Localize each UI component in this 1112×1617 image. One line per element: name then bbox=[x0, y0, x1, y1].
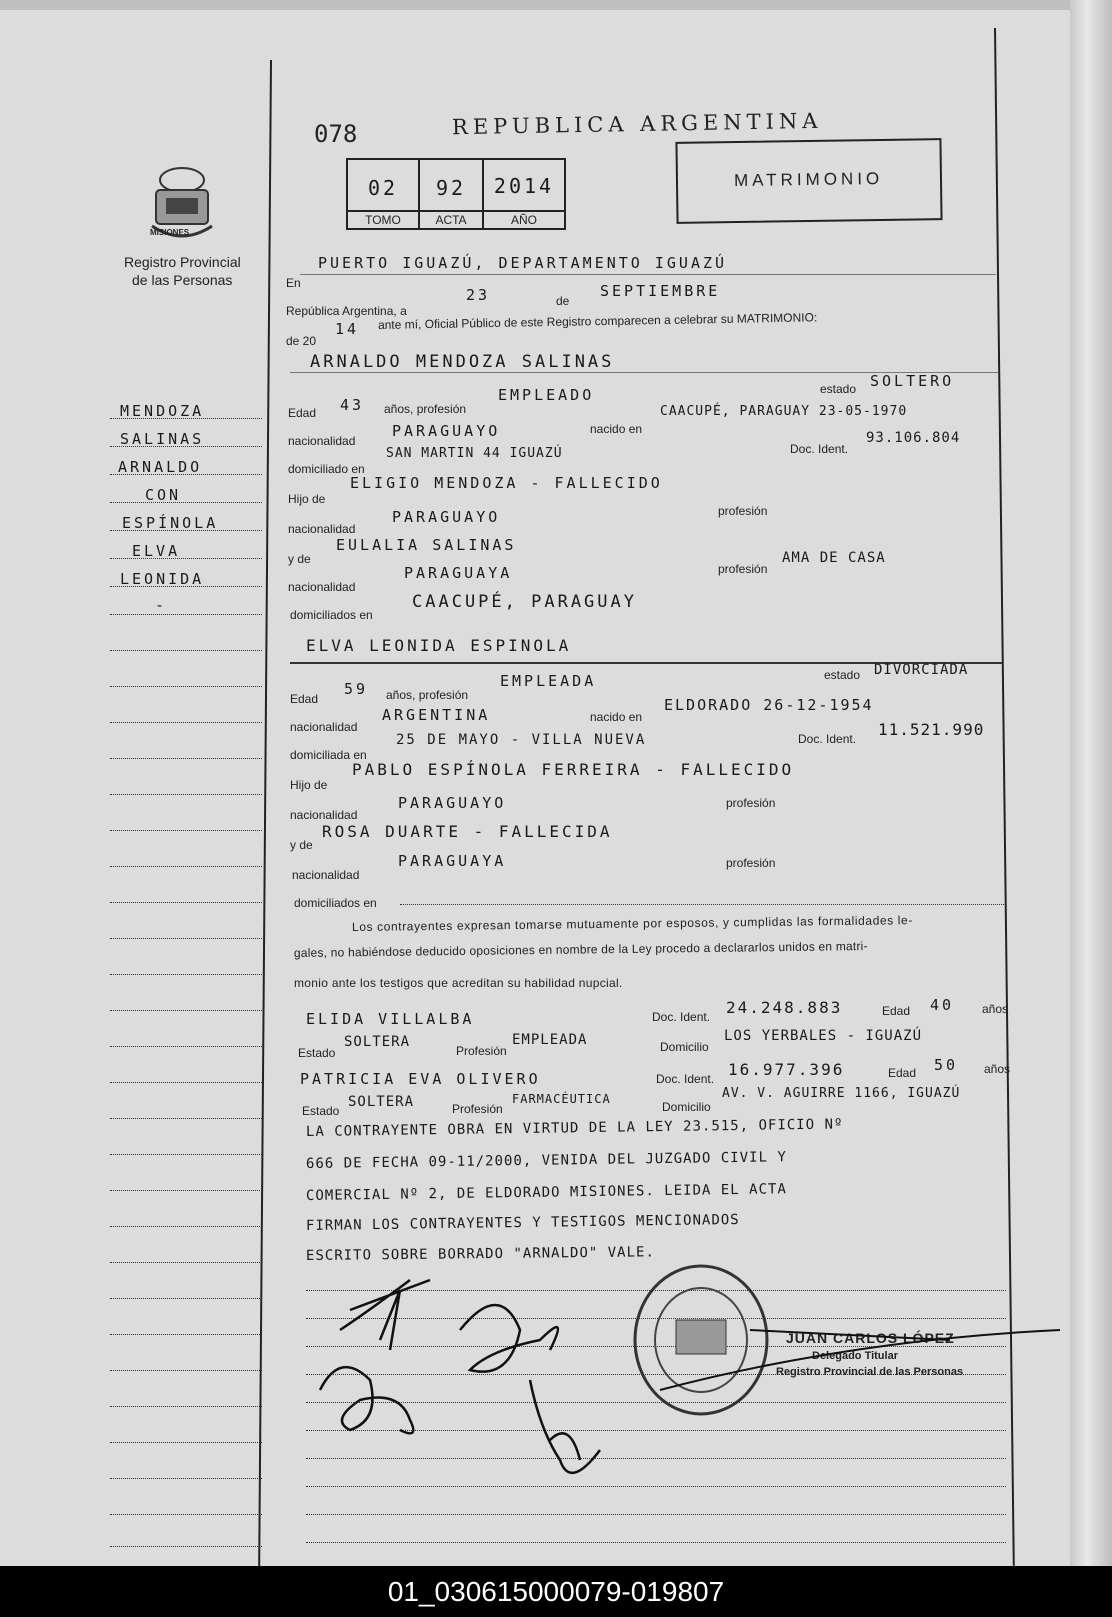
office-line2: de las Personas bbox=[132, 272, 233, 288]
groom-nac-label: nacionalidad bbox=[288, 434, 356, 448]
margin-note: ESPÍNOLA bbox=[122, 514, 219, 532]
margin-note: ELVA bbox=[132, 542, 181, 560]
bride-edad-label: Edad bbox=[290, 692, 319, 706]
bride-parents-dom-label: domiciliados en bbox=[294, 896, 377, 910]
note-line: FIRMAN LOS CONTRAYENTES Y TESTIGOS MENCIONADOS bbox=[305, 1211, 740, 1234]
office-line1: Registro Provincial bbox=[124, 254, 241, 270]
bride-father-nationality: PARAGUAYO bbox=[398, 794, 507, 812]
witness1-age: 40 bbox=[930, 996, 955, 1014]
witness2-doc: 16.977.396 bbox=[728, 1060, 845, 1079]
bride-name: ELVA LEONIDA ESPINOLA bbox=[306, 636, 572, 655]
de20-label: de 20 bbox=[286, 334, 317, 348]
groom-civil-status: SOLTERO bbox=[870, 372, 955, 390]
place-field: PUERTO IGUAZÚ, DEPARTAMENTO IGUAZÚ bbox=[318, 254, 728, 272]
bride-father-nac-label: nacionalidad bbox=[290, 808, 358, 822]
field-line bbox=[400, 904, 1004, 905]
groom-edad-label: Edad bbox=[288, 406, 317, 420]
margin-border bbox=[258, 60, 272, 1566]
declaration-line: gales, no habiéndose deducido oposiciones en nombre de la Ley procedo a declararlos unidos en matri- bbox=[293, 938, 868, 960]
margin-note: LEONIDA bbox=[120, 570, 205, 588]
anio-value: 2014 bbox=[493, 174, 555, 198]
signatures-icon bbox=[310, 1270, 650, 1520]
stamp-office: Registro Provincial de las Personas bbox=[776, 1366, 964, 1378]
year-field: 14 bbox=[335, 320, 360, 338]
de-label: de bbox=[556, 294, 570, 308]
groom-mother-profession: AMA DE CASA bbox=[782, 550, 886, 566]
bride-father: PABLO ESPÍNOLA FERREIRA - FALLECIDO bbox=[352, 760, 795, 779]
republica-label: República Argentina, a bbox=[286, 304, 407, 318]
groom-father-nac-label: nacionalidad bbox=[288, 522, 356, 536]
tomo-label: TOMO bbox=[365, 213, 401, 227]
bride-doc: 11.521.990 bbox=[878, 720, 985, 739]
bride-nacido-label: nacido en bbox=[590, 710, 643, 724]
registry-box bbox=[346, 158, 566, 230]
emblem-text: MISIONES bbox=[150, 228, 190, 237]
witness1-estado-label: Estado bbox=[298, 1046, 336, 1060]
groom-name: ARNALDO MENDOZA SALINAS bbox=[310, 352, 615, 372]
bride-mother-prof-label: profesión bbox=[726, 856, 776, 870]
witness1-dom-label: Domicilio bbox=[660, 1040, 709, 1054]
note-line: ESCRITO SOBRE BORRADO "ARNALDO" VALE. bbox=[305, 1244, 655, 1264]
witness2-profession: FARMACÉUTICA bbox=[512, 1092, 611, 1106]
witness2-age: 50 bbox=[934, 1056, 959, 1074]
stamp-signature-icon bbox=[650, 1320, 1070, 1400]
groom-yde-label: y de bbox=[288, 552, 311, 566]
margin-note: - bbox=[155, 596, 168, 614]
field-line bbox=[300, 274, 996, 275]
groom-mother-prof-label: profesión bbox=[718, 562, 768, 576]
note-line: LA CONTRAYENTE OBRA EN VIRTUD DE LA LEY 23.515, OFICIO Nº bbox=[305, 1116, 844, 1140]
groom-mother: EULALIA SALINAS bbox=[336, 536, 517, 554]
groom-anos-label: años, profesión bbox=[384, 402, 467, 416]
note-line: COMERCIAL Nº 2, DE ELDORADO MISIONES. LEIDA EL ACTA bbox=[305, 1181, 787, 1204]
acta-label: ACTA bbox=[435, 213, 467, 227]
witness2-anos-label: años bbox=[984, 1062, 1011, 1076]
witness2-estado: SOLTERA bbox=[348, 1094, 415, 1110]
witness2-edad-label: Edad bbox=[888, 1066, 917, 1080]
bride-address: 25 DE MAYO - VILLA NUEVA bbox=[396, 732, 647, 748]
witness2-dom-label: Domicilio bbox=[662, 1100, 711, 1114]
stamp-name: JUAN CARLOS LÓPEZ bbox=[786, 1330, 955, 1346]
witness1-address: LOS YERBALES - IGUAZÚ bbox=[724, 1028, 923, 1044]
bride-dom-label: domiciliada en bbox=[290, 748, 367, 762]
groom-doc: 93.106.804 bbox=[866, 430, 961, 446]
groom-nacido-label: nacido en bbox=[590, 422, 643, 436]
witness1-name: ELIDA VILLALBA bbox=[306, 1010, 475, 1028]
witness1-estado: SOLTERA bbox=[344, 1034, 411, 1050]
witness1-doc-label: Doc. Ident. bbox=[652, 1010, 711, 1024]
groom-parents-address: CAACUPÉ, PARAGUAY bbox=[412, 592, 637, 612]
groom-mother-nationality: PARAGUAYA bbox=[404, 564, 513, 582]
margin-note: SALINAS bbox=[120, 430, 205, 448]
groom-father: ELIGIO MENDOZA - FALLECIDO bbox=[350, 474, 663, 492]
groom-doc-label: Doc. Ident. bbox=[790, 442, 849, 456]
groom-estado-label: estado bbox=[820, 382, 857, 396]
bride-nac-label: nacionalidad bbox=[290, 720, 358, 734]
groom-profession: EMPLEADO bbox=[498, 386, 595, 404]
groom-address: SAN MARTIN 44 IGUAZÚ bbox=[386, 446, 563, 461]
en-label: En bbox=[286, 276, 301, 290]
margin-note: MENDOZA bbox=[120, 402, 205, 420]
witness1-doc: 24.248.883 bbox=[726, 998, 843, 1017]
witness2-address: AV. V. AGUIRRE 1166, IGUAZÚ bbox=[722, 1086, 961, 1101]
act-type: MATRIMONIO bbox=[733, 168, 884, 191]
declaration-line: Los contrayentes expresan tomarse mutuamente por esposos, y cumplidas las formalidades le- bbox=[351, 913, 913, 934]
bride-doc-label: Doc. Ident. bbox=[798, 732, 857, 746]
groom-hijo-label: Hijo de bbox=[288, 492, 326, 506]
bride-mother-nationality: PARAGUAYA bbox=[398, 852, 507, 870]
groom-birth: CAACUPÉ, PARAGUAY 23-05-1970 bbox=[660, 404, 908, 419]
bride-profession: EMPLEADA bbox=[500, 672, 597, 690]
folio-number: 078 bbox=[314, 120, 358, 148]
witness2-doc-label: Doc. Ident. bbox=[656, 1072, 715, 1086]
margin-note: ARNALDO bbox=[118, 458, 203, 476]
groom-nationality: PARAGUAYO bbox=[392, 422, 501, 440]
country-title: REPUBLICA ARGENTINA bbox=[451, 108, 823, 140]
month-field: SEPTIEMBRE bbox=[600, 282, 721, 300]
bride-nationality: ARGENTINA bbox=[382, 706, 491, 724]
bride-mother-nac-label: nacionalidad bbox=[292, 868, 360, 882]
acta-value: 92 bbox=[435, 176, 467, 200]
tomo-value: 02 bbox=[367, 176, 399, 200]
bride-mother: ROSA DUARTE - FALLECIDA bbox=[322, 822, 613, 841]
book-spine bbox=[1070, 0, 1112, 1566]
scan-id-footer: 01_030615000079-019807 bbox=[0, 1566, 1112, 1617]
witness1-anos-label: años bbox=[982, 1002, 1009, 1016]
note-line: 666 DE FECHA 09-11/2000, VENIDA DEL JUZGADO CIVIL Y bbox=[305, 1149, 787, 1172]
declaration-line: monio ante los testigos que acreditan su habilidad nupcial. bbox=[294, 976, 623, 990]
bride-father-prof-label: profesión bbox=[726, 796, 776, 810]
groom-dom-label: domiciliado en bbox=[288, 462, 365, 476]
witness2-name: PATRICIA EVA OLIVERO bbox=[300, 1070, 541, 1088]
witness1-edad-label: Edad bbox=[882, 1004, 911, 1018]
bride-civil-status: DIVORCIADA bbox=[874, 662, 969, 678]
groom-father-nationality: PARAGUAYO bbox=[392, 508, 501, 526]
groom-age: 43 bbox=[340, 396, 365, 414]
page-top-edge bbox=[0, 0, 1112, 10]
bride-estado-label: estado bbox=[824, 668, 861, 682]
witness2-prof-label: Profesión bbox=[452, 1102, 503, 1116]
groom-mother-nac-label: nacionalidad bbox=[288, 580, 356, 594]
anio-label: AÑO bbox=[510, 213, 537, 227]
bride-yde-label: y de bbox=[290, 838, 313, 852]
stamp-title: Delegado Titular bbox=[812, 1350, 898, 1362]
groom-father-prof-label: profesión bbox=[718, 504, 768, 518]
bride-birth: ELDORADO 26-12-1954 bbox=[664, 696, 874, 714]
day-field: 23 bbox=[466, 286, 491, 304]
ante-text: ante mí, Oficial Público de este Registro comparecen a celebrar su MATRIMONIO: bbox=[377, 310, 818, 332]
bride-anos-label: años, profesión bbox=[386, 688, 469, 702]
groom-parents-dom-label: domiciliados en bbox=[290, 608, 373, 622]
act-type-box bbox=[675, 138, 942, 224]
bride-hijo-label: Hijo de bbox=[290, 778, 328, 792]
witness1-profession: EMPLEADA bbox=[512, 1032, 588, 1048]
bride-age: 59 bbox=[344, 680, 369, 698]
witness2-estado-label: Estado bbox=[302, 1104, 340, 1118]
margin-note: CON bbox=[145, 486, 182, 504]
witness1-prof-label: Profesión bbox=[456, 1044, 507, 1058]
